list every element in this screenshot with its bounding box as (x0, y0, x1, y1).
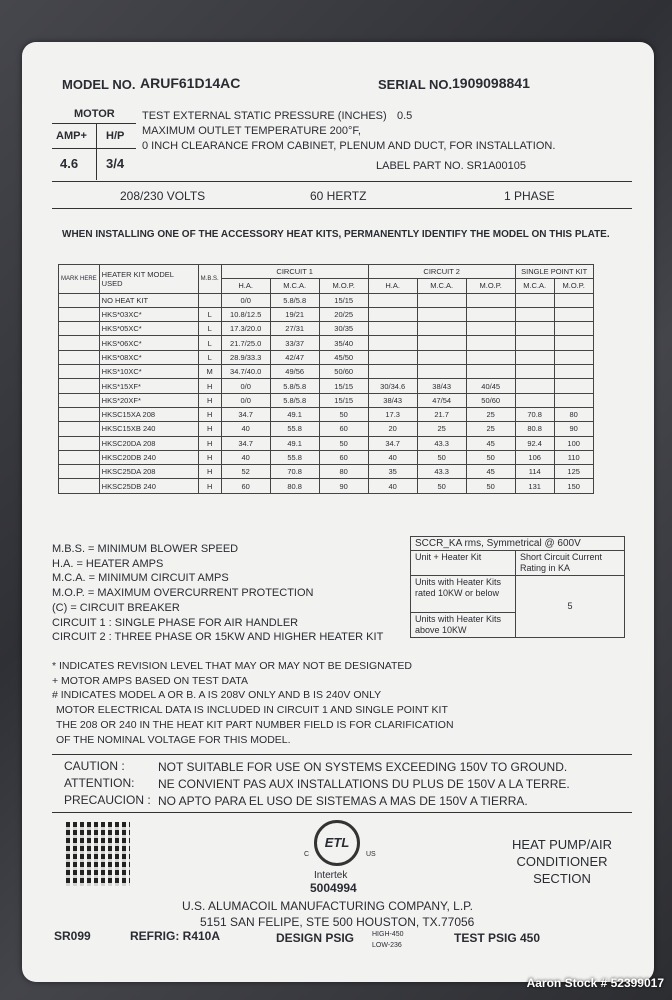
table-cell: H (198, 465, 221, 479)
table-cell: 0/0 (221, 379, 270, 393)
model-used-header: HEATER KIT MODEL USED (99, 265, 198, 294)
table-cell: 55.8 (270, 450, 319, 464)
table-cell: 55.8 (270, 422, 319, 436)
table-body (59, 293, 594, 493)
table-cell (417, 336, 466, 350)
table-cell: 43.3 (417, 465, 466, 479)
table-cell: 17.3/20.0 (221, 322, 270, 336)
mark-cell[interactable] (59, 393, 100, 407)
table-cell (515, 307, 554, 321)
sccr-col1: Unit + Heater Kit (411, 551, 516, 576)
qr-code-pattern (66, 822, 130, 886)
table-cell: 70.8 (515, 407, 554, 421)
mark-cell[interactable] (59, 365, 100, 379)
table-row (59, 479, 594, 493)
table-cell (466, 336, 515, 350)
circuit2-header: CIRCUIT 2 (368, 265, 515, 279)
table-cell: 125 (554, 465, 593, 479)
table-cell: 70.8 (270, 465, 319, 479)
table-cell: 34.7 (221, 436, 270, 450)
kit-model-cell: HKS*06XC* (99, 336, 198, 350)
divider (52, 208, 632, 209)
table-row (59, 379, 594, 393)
table-cell: 35 (368, 465, 417, 479)
table-row (59, 293, 594, 307)
table-row (59, 450, 594, 464)
divider (52, 754, 632, 755)
table-cell (554, 336, 593, 350)
table-cell: 52 (221, 465, 270, 479)
sccr-row2: Units with Heater Kits above 10KW (411, 613, 516, 638)
table-row (59, 350, 594, 364)
design-high: HIGH-450 (372, 931, 404, 938)
table-cell: 80 (554, 407, 593, 421)
design-psig-label: DESIGN PSIG (276, 931, 355, 945)
table-cell: H (198, 436, 221, 450)
mark-cell[interactable] (59, 307, 100, 321)
kit-model-cell: HKSC25DA 208 (99, 465, 198, 479)
table-cell: H (198, 422, 221, 436)
kit-model-cell: HKSC20DB 240 (99, 450, 198, 464)
sccr-title: SCCR_KA rms, Symmetrical @ 600V (411, 537, 625, 551)
mark-cell[interactable] (59, 422, 100, 436)
motor-label: MOTOR (74, 108, 115, 120)
precaucion-text: NO APTO PARA EL USO DE SISTEMAS A MAS DE 150V A TIERRA. (158, 794, 528, 808)
table-cell: 90 (319, 479, 368, 493)
clearance-text: 0 INCH CLEARANCE FROM CABINET, PLENUM AND DUCT, FOR INSTALLATION. (142, 140, 556, 152)
table-cell (417, 293, 466, 307)
table-cell (466, 307, 515, 321)
note-line: MOTOR ELECTRICAL DATA IS INCLUDED IN CIRCUIT 1 AND SINGLE POINT KIT (56, 704, 448, 717)
amp-label: AMP+ (56, 130, 87, 142)
table-cell: 50 (417, 479, 466, 493)
subheader-cell: M.C.A. (417, 279, 466, 293)
legend-item: M.B.S. = MINIMUM BLOWER SPEED (52, 543, 239, 555)
table-cell (417, 322, 466, 336)
table-cell (515, 350, 554, 364)
table-cell: 19/21 (270, 307, 319, 321)
table-cell: 92.4 (515, 436, 554, 450)
table-row (59, 322, 594, 336)
mark-cell[interactable] (59, 322, 100, 336)
table-cell: 45/50 (319, 350, 368, 364)
test-psig-text: TEST PSIG 450 (454, 931, 541, 945)
table-cell: 15/15 (319, 393, 368, 407)
watermark: Aaron Stock # 52399017 (526, 976, 664, 990)
note-line: # INDICATES MODEL A OR B. A IS 208V ONLY AND B IS 240V ONLY (52, 689, 382, 702)
single-point-header: SINGLE POINT KIT (515, 265, 593, 279)
table-cell (368, 322, 417, 336)
table-cell (515, 293, 554, 307)
table-cell: 21.7/25.0 (221, 336, 270, 350)
table-cell: 34.7 (368, 436, 417, 450)
table-row (59, 422, 594, 436)
table-cell: 50 (319, 407, 368, 421)
subheader-cell: M.O.P. (554, 279, 593, 293)
table-cell (466, 293, 515, 307)
etl-logo: ETL (314, 820, 360, 866)
table-cell: 50/60 (466, 393, 515, 407)
table-cell: 40 (221, 450, 270, 464)
table-cell (417, 365, 466, 379)
amp-value: 4.6 (60, 156, 79, 171)
kit-model-cell: HKSC15XA 208 (99, 407, 198, 421)
company-address: 5151 SAN FELIPE, STE 500 HOUSTON, TX.77056 (200, 915, 475, 929)
table-cell: 40/45 (466, 379, 515, 393)
test-pressure-value: 0.5 (397, 110, 413, 122)
us-mark: US (366, 851, 376, 858)
subheader-cell: H.A. (368, 279, 417, 293)
table-row (59, 365, 594, 379)
caution-label: CAUTION : (64, 759, 125, 773)
kit-model-cell: NO HEAT KIT (99, 293, 198, 307)
table-cell: 47/54 (417, 393, 466, 407)
circuit1-header: CIRCUIT 1 (221, 265, 368, 279)
table-cell: 43.3 (417, 436, 466, 450)
hertz-text: 60 HERTZ (310, 189, 367, 203)
volts-text: 208/230 VOLTS (120, 189, 206, 203)
mark-cell[interactable] (59, 407, 100, 421)
table-cell: 80.8 (270, 479, 319, 493)
table-cell: L (198, 350, 221, 364)
table-cell: 110 (554, 450, 593, 464)
table-cell (368, 365, 417, 379)
table-cell (466, 350, 515, 364)
table-cell: 5.8/5.8 (270, 293, 319, 307)
table-cell: 42/47 (270, 350, 319, 364)
model-value: ARUF61D14AC (140, 75, 241, 91)
table-cell: 49.1 (270, 407, 319, 421)
mark-cell[interactable] (59, 450, 100, 464)
mark-cell[interactable] (59, 350, 100, 364)
subheader-cell: M.C.A. (270, 279, 319, 293)
table-cell: H (198, 379, 221, 393)
table-cell (554, 307, 593, 321)
kit-model-cell: HKS*05XC* (99, 322, 198, 336)
table-cell: H (198, 393, 221, 407)
table-cell (515, 393, 554, 407)
table-cell (368, 293, 417, 307)
note-line: * INDICATES REVISION LEVEL THAT MAY OR MAY NOT BE DESIGNATED (52, 660, 412, 672)
divider (96, 124, 97, 180)
hp-value: 3/4 (106, 156, 125, 171)
table-cell: 30/35 (319, 322, 368, 336)
table-cell: 0/0 (221, 293, 270, 307)
phase-text: 1 PHASE (504, 189, 555, 203)
table-row (59, 407, 594, 421)
table-cell: 40 (221, 422, 270, 436)
table-cell: 131 (515, 479, 554, 493)
company-name: U.S. ALUMACOIL MANUFACTURING COMPANY, L.P. (182, 899, 473, 913)
attention-text: NE CONVIENT PAS AUX INSTALLATIONS DU PLUS DE 150V A LA TERRE. (158, 777, 570, 791)
table-cell (515, 365, 554, 379)
section-text: HEAT PUMP/AIR CONDITIONER SECTION (512, 837, 612, 886)
mbs-header: M.B.S. (198, 265, 221, 294)
table-cell: L (198, 336, 221, 350)
table-cell: 10.8/12.5 (221, 307, 270, 321)
table-cell: 34.7 (221, 407, 270, 421)
table-cell: 50/60 (319, 365, 368, 379)
legend-item: CIRCUIT 2 : THREE PHASE OR 15KW AND HIGHER HEATER KIT (52, 631, 384, 644)
table-cell: 40 (368, 479, 417, 493)
legend-item: (C) = CIRCUIT BREAKER (52, 601, 180, 614)
heat-kit-table (58, 264, 594, 494)
hp-label: H/P (106, 130, 125, 142)
refrig-text: REFRIG: R410A (130, 929, 221, 943)
table-cell: 0/0 (221, 393, 270, 407)
table-cell: 20 (368, 422, 417, 436)
table-cell: 33/37 (270, 336, 319, 350)
intertek-text: Intertek (314, 870, 348, 881)
model-label: MODEL NO. (62, 77, 136, 92)
table-cell (466, 322, 515, 336)
code-text: SR099 (54, 929, 91, 943)
precaucion-label: PRECAUCION : (64, 793, 151, 807)
etl-number: 5004994 (310, 881, 357, 895)
mark-cell[interactable] (59, 379, 100, 393)
table-cell: 45 (466, 465, 515, 479)
table-cell: 60 (319, 422, 368, 436)
legend-item: CIRCUIT 1 : SINGLE PHASE FOR AIR HANDLER (52, 616, 299, 629)
table-cell: 35/40 (319, 336, 368, 350)
table-cell: 20/25 (319, 307, 368, 321)
kit-model-cell: HKSC15XB 240 (99, 422, 198, 436)
table-cell: 49/56 (270, 365, 319, 379)
table-cell: 49.1 (270, 436, 319, 450)
table-cell: 15/15 (319, 379, 368, 393)
divider (52, 181, 632, 182)
serial-value: 1909098841 (452, 75, 530, 91)
note-line: OF THE NOMINAL VOLTAGE FOR THIS MODEL. (56, 733, 291, 746)
note-line: THE 208 OR 240 IN THE HEAT KIT PART NUMBER FIELD IS FOR CLARIFICATION (56, 718, 454, 731)
subheader-cell: M.C.A. (515, 279, 554, 293)
table-cell (368, 336, 417, 350)
subheader-cell: M.O.P. (319, 279, 368, 293)
table-cell: 5.8/5.8 (270, 393, 319, 407)
table-cell: 45 (466, 436, 515, 450)
table-row (59, 465, 594, 479)
mark-cell[interactable] (59, 479, 100, 493)
table-cell: 90 (554, 422, 593, 436)
table-cell: 60 (319, 450, 368, 464)
table-cell: 30/34.6 (368, 379, 417, 393)
kit-model-cell: HKSC20DA 208 (99, 436, 198, 450)
legend-item: M.O.P. = MAXIMUM OVERCURRENT PROTECTION (52, 587, 314, 600)
table-row (59, 436, 594, 450)
table-cell: 25 (466, 422, 515, 436)
label-part-text: LABEL PART NO. SR1A00105 (376, 160, 527, 172)
table-cell: 50 (466, 479, 515, 493)
sccr-row1: Units with Heater Kits rated 10KW or below (411, 576, 516, 613)
sccr-table (410, 536, 625, 638)
table-cell: 17.3 (368, 407, 417, 421)
table-cell: 50 (466, 450, 515, 464)
table-cell (515, 379, 554, 393)
install-note: WHEN INSTALLING ONE OF THE ACCESSORY HEAT KITS, PERMANENTLY IDENTIFY THE MODEL ON THIS PLATE. (62, 229, 610, 240)
table-cell: H (198, 407, 221, 421)
table-cell: 100 (554, 436, 593, 450)
kit-model-cell: HKS*20XF* (99, 393, 198, 407)
divider (52, 123, 136, 124)
subheader-cell: H.A. (221, 279, 270, 293)
table-row (59, 393, 594, 407)
table-row (59, 336, 594, 350)
kit-model-cell: HKS*03XC* (99, 307, 198, 321)
attention-label: ATTENTION: (64, 776, 135, 790)
divider (52, 148, 136, 149)
mark-cell[interactable] (59, 293, 100, 307)
kit-model-cell: HKS*08XC* (99, 350, 198, 364)
table-cell: L (198, 322, 221, 336)
table-cell: 40 (368, 450, 417, 464)
table-cell: 60 (221, 479, 270, 493)
kit-model-cell: HKS*10XC* (99, 365, 198, 379)
table-cell: 25 (466, 407, 515, 421)
table-cell: H (198, 450, 221, 464)
table-cell: 150 (554, 479, 593, 493)
table-cell: H (198, 479, 221, 493)
mark-cell[interactable] (59, 436, 100, 450)
table-cell (515, 322, 554, 336)
table-cell (198, 293, 221, 307)
sccr-value: 5 (516, 576, 625, 638)
table-cell (466, 365, 515, 379)
table-cell: L (198, 307, 221, 321)
table-cell (417, 307, 466, 321)
table-cell: 50 (417, 450, 466, 464)
table-cell: 21.7 (417, 407, 466, 421)
mark-cell[interactable] (59, 336, 100, 350)
subheader-cell: M.O.P. (466, 279, 515, 293)
legend-item: M.C.A. = MINIMUM CIRCUIT AMPS (52, 572, 229, 585)
table-row (59, 307, 594, 321)
table-cell (554, 350, 593, 364)
table-cell: 28.9/33.3 (221, 350, 270, 364)
table-cell (554, 365, 593, 379)
table-cell: 34.7/40.0 (221, 365, 270, 379)
divider (52, 812, 632, 813)
design-low: LOW-236 (372, 942, 402, 949)
table-cell (554, 322, 593, 336)
table-cell (417, 350, 466, 364)
table-cell: 5.8/5.8 (270, 379, 319, 393)
table-cell: 38/43 (417, 379, 466, 393)
c-mark: C (304, 851, 310, 858)
table-cell: 25 (417, 422, 466, 436)
table-cell: M (198, 365, 221, 379)
table-cell: 80 (319, 465, 368, 479)
table-cell (515, 336, 554, 350)
legend-item: H.A. = HEATER AMPS (52, 557, 164, 570)
table-cell: 50 (319, 436, 368, 450)
kit-model-cell: HKSC25DB 240 (99, 479, 198, 493)
table-cell: 27/31 (270, 322, 319, 336)
table-cell: 106 (515, 450, 554, 464)
test-pressure-text: TEST EXTERNAL STATIC PRESSURE (INCHES) (142, 110, 387, 122)
serial-label: SERIAL NO. (378, 77, 453, 92)
caution-text: NOT SUITABLE FOR USE ON SYSTEMS EXCEEDING 150V TO GROUND. (158, 760, 568, 774)
mark-cell[interactable] (59, 465, 100, 479)
table-cell (554, 393, 593, 407)
sccr-col2: Short Circuit Current Rating in KA (516, 551, 625, 576)
table-cell: 80.8 (515, 422, 554, 436)
table-cell (554, 379, 593, 393)
mark-here-header: MARK HERE (59, 265, 100, 294)
table-cell (554, 293, 593, 307)
kit-model-cell: HKS*15XF* (99, 379, 198, 393)
note-line: + MOTOR AMPS BASED ON TEST DATA (52, 674, 248, 687)
table-cell: 38/43 (368, 393, 417, 407)
table-cell: 15/15 (319, 293, 368, 307)
table-cell (368, 307, 417, 321)
table-cell (368, 350, 417, 364)
max-outlet-text: MAXIMUM OUTLET TEMPERATURE 200°F, (142, 125, 361, 137)
table-cell: 114 (515, 465, 554, 479)
